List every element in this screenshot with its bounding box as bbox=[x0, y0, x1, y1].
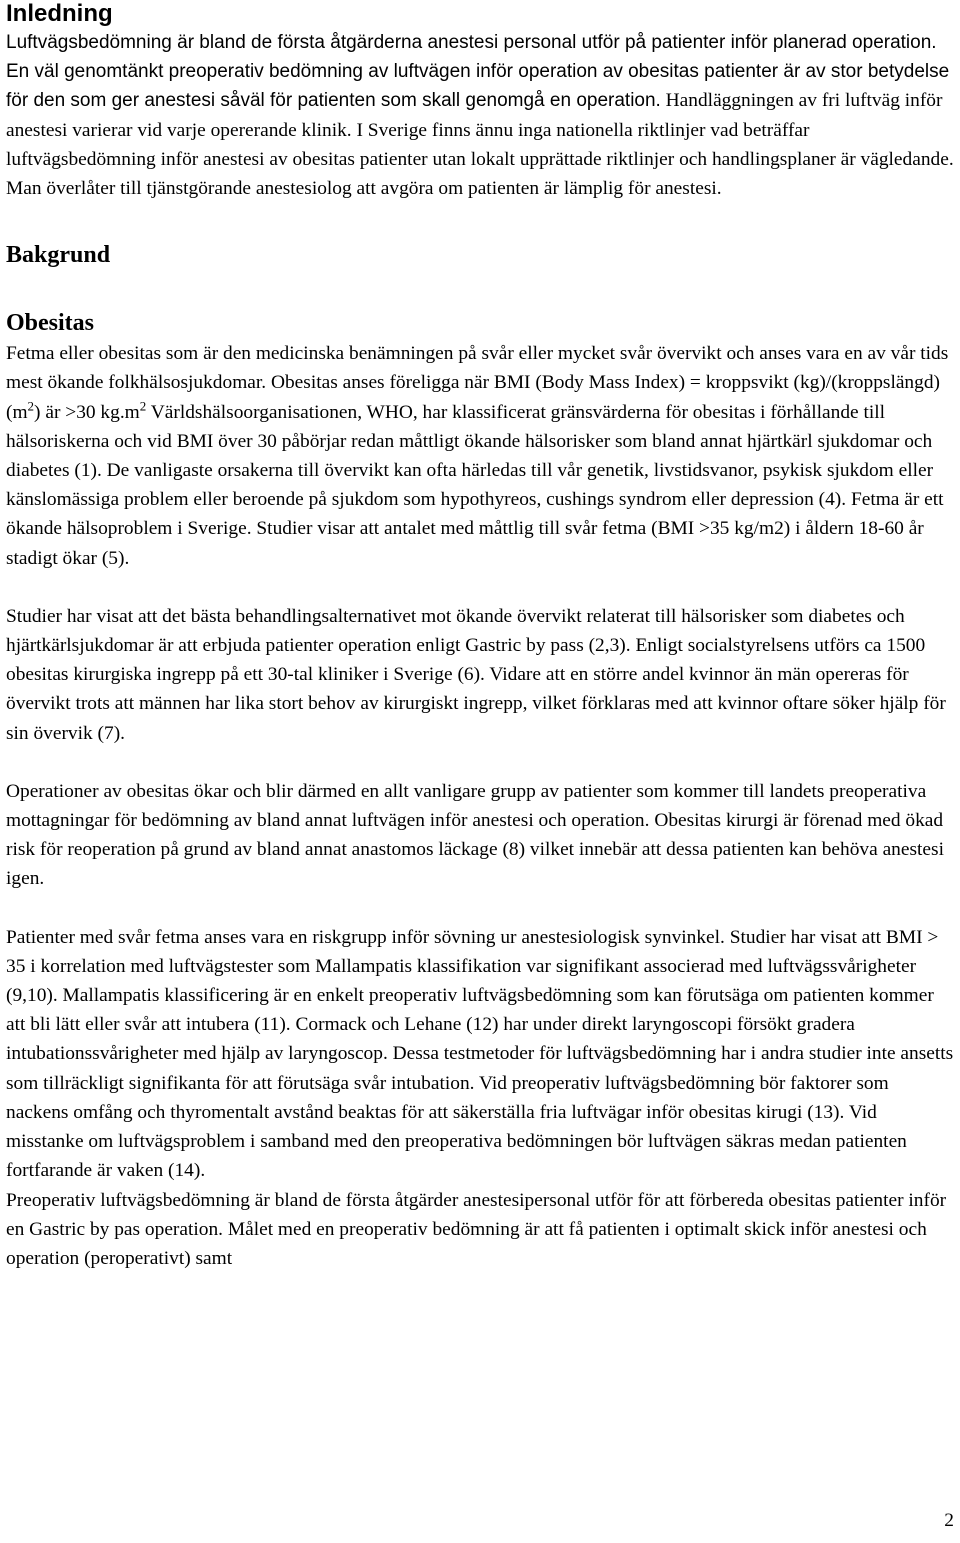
obesitas-paragraph-5: Preoperativ luftvägsbedömning är bland de första åtgärder anestesipersonal utför för att förbereda obesitas patienter inför en Gastric by pas operation. Målet med en preoperativ bedömning är att få patienten i optimalt skick inför anestesi och operation (peroperativt) samt bbox=[6, 1189, 947, 1269]
obesitas-p1-part-b: ) är >30 kg.m bbox=[34, 401, 140, 423]
document-page bbox=[6, 0, 954, 1273]
obesitas-paragraph-3: Operationer av obesitas ökar och blir därmed en allt vanligare grupp av patienter som kommer till landets preoperativa mottagningar för bedömning av bland annat luftvägen inför anestesi och operation. Obesitas kirurgi är förenad med ökad risk för reoperation på grund av bland annat anastomos läckage (8) vilket innebär att dessa patienten kan behöva anestesi igen. bbox=[6, 780, 944, 890]
obesitas-p1-part-c: Världshälsoorganisationen, WHO, har klassificerat gränsvärderna för obesitas i förhållande till hälsoriskerna och vid BMI över 30 påbörjar redan måttligt ökande hälsorisker som bland annat hjärtkärl sjukdomar och diabetes (1). De vanligaste orsakerna till övervikt kan ofta härledas till vår genetik, livstidsvanor, psykisk sjukdom eller känslomässiga problem eller beroende på sjukdom som hypothyreos, cushings syndrom eller depression (4). Fetma är ett ökande hälsoproblem i Sverige. Studier visar att antalet med måttlig till svår fetma (BMI >35 kg/m2) i åldern 18-60 år stadigt ökar (5). bbox=[6, 401, 944, 569]
page-number: 2 bbox=[944, 1510, 954, 1531]
intro-sentence-1: Luftvägsbedömning är bland de första åtgärderna anestesi personal utför på patienter inför planerad operation. En väl genomtänkt preoperativ bedömning av luftvägen inför operation av obesitas patienter är av stor betydelse för den som ger anestesi såväl för patienten som skall genomgå en operation. bbox=[6, 32, 950, 112]
intro-sentence-2: Handläggningen av fri luftväg inför anestesi varierar vid varje opererande klinik. I Sverige finns ännu inga nationella riktlinjer vad beträffar luftvägsbedömning inför anestesi av obesitas patienter utan lokalt upprättade riktlinjer och handlingsplaner är vägledande. Man överlåter till tjänstgörande anestesiolog att avgöra om patienten är lämplig för anestesi. bbox=[6, 90, 954, 200]
subsection-heading-obesitas: Obesitas bbox=[6, 310, 95, 337]
section-heading-bakgrund: Bakgrund bbox=[6, 242, 111, 269]
intro-paragraph bbox=[6, 28, 954, 203]
obesitas-p1-part-a: Fetma eller obesitas som är den medicinska benämningen på svår eller mycket svår övervikt och anses vara en av vår tids mest ökande folkhälsosjukdomar. Obesitas anses föreligga när BMI (Body Mass Index) = kroppsvikt (kg)/(kroppslängd)(m bbox=[6, 343, 949, 423]
superscript-2: 2 bbox=[139, 398, 147, 414]
section-heading-inledning: Inledning bbox=[6, 0, 113, 27]
superscript-2: 2 bbox=[27, 398, 35, 414]
obesitas-paragraph-2: Studier har visat att det bästa behandlingsalternativet mot ökande övervikt relaterat till hälsorisker som diabetes och hjärtkärlsjukdomar är att erbjuda patienter operation enligt Gastric by pass (2,3). Enligt socialstyrelsens utförs ca 1500 obesitas kirurgiska ingrepp på ett 30-tal kliniker i Sverige (6). Vidare att en större andel kvinnor än män opereras för övervikt trots att männen har lika stort behov av kirurgiskt ingrepp, vilket förklaras med att kvinnor oftare söker hjälp för sin övervik (7). bbox=[6, 605, 946, 744]
obesitas-paragraph-4: Patienter med svår fetma anses vara en riskgrupp inför sövning ur anestesiologisk synvinkel. Studier har visat att BMI > 35 i korrelation med luftvägstester som Mallampatis klassifikation var signifikant associerad med luftvägssvårigheter (9,10). Mallampatis klassificering är en enkelt preoperativ luftvägsbedömning som kan förutsäga om patienten kommer att bli lätt eller svår att intubera (11). Cormack och Lehane (12) har under direkt laryngoscopi försökt gradera intubationssvårigheter med hjälp av laryngoscop. Dessa testmetoder för luftvägsbedömning har i andra studier inte ansetts som tillräckligt signifikanta för att förutsäga svår intubation. Vid preoperativ luftvägsbedömning bör faktorer som nackens omfång och thyromentalt avstånd beaktas för att säkerställa fria luftvägar inför obesitas kirugi (13). Vid misstanke om luftvägsproblem i samband med den preoperativa bedömningen bör luftvägen säkras medan patienten fortfarande är vaken (14). bbox=[6, 926, 954, 1182]
obesitas-paragraph-1 bbox=[6, 339, 954, 573]
